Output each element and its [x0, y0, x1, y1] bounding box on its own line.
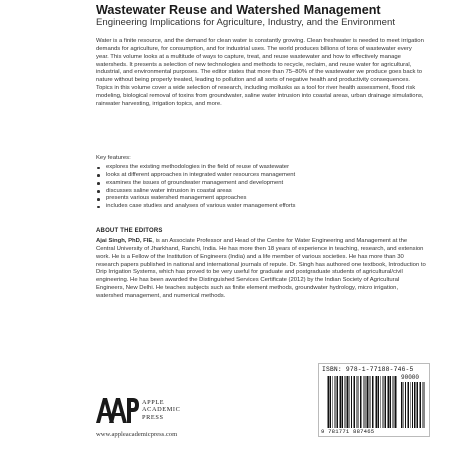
barcode-bar [412, 382, 413, 428]
barcode-bar [363, 376, 364, 428]
barcode-bar [349, 376, 350, 428]
about-editors-heading: ABOUT THE EDITORS [96, 228, 163, 234]
barcode-bar [381, 376, 382, 428]
editor-bio [96, 238, 426, 301]
barcode-bar [375, 376, 376, 428]
barcode-bar [376, 376, 377, 428]
barcode-bar [330, 376, 332, 428]
isbn-barcode [318, 363, 430, 437]
barcode-bar [333, 376, 334, 428]
barcode-bar [351, 376, 352, 428]
key-features-heading: Key features: [96, 155, 131, 161]
barcode-bar [417, 382, 418, 428]
price-code: 90000 [401, 374, 420, 381]
barcode-bar [405, 382, 406, 428]
barcode-bar [354, 376, 356, 428]
barcode-addon-bars-icon [401, 382, 425, 428]
book-title: Wastewater Reuse and Watershed Management [96, 3, 381, 17]
barcode-digits: 9 781771 887465 [321, 428, 375, 435]
barcode-bar [370, 376, 371, 428]
publisher-url: www.appleacademicpress.com [96, 431, 178, 438]
list-item: looks at different approaches in integrated water resources management [96, 172, 426, 180]
publisher-name-line: APPLE [142, 399, 165, 406]
barcode-bar [365, 376, 366, 428]
barcode-bar [335, 376, 336, 428]
barcode-bar [414, 382, 416, 428]
barcode-bar [392, 376, 393, 428]
barcode-bar [369, 376, 370, 428]
list-item: examines the issues of groundwater management and development [96, 180, 426, 188]
barcode-bar [424, 382, 425, 428]
list-item: discusses saline water intrusion in coastal areas [96, 188, 426, 196]
barcode-bar [394, 376, 395, 428]
aap-logo-icon [96, 396, 140, 424]
barcode-bar [404, 382, 405, 428]
barcode-bar [385, 376, 387, 428]
book-subtitle: Engineering Implications for Agriculture, Industry, and the Environment [96, 17, 395, 28]
barcode-bar [383, 376, 384, 428]
publisher-name-line: PRESS [142, 413, 164, 421]
barcode-bar [339, 376, 340, 428]
isbn-label: ISBN: 978-1-77188-746-5 [322, 366, 414, 373]
barcode-bar [378, 376, 380, 428]
editor-bio-text: , is an Associate Professor and Head of the Centre for Water Engineering and Management at the Central University of Jharkhand, Ranchi, India. He has more then 18 years of experience in teaching, research, and extension work. He is a Fellow of the Institution of Engineers (India) and a life member of various societies. He has more than 30 research papers published in national and international journals of repute. Dr. Singh has authored one textbook, Introduction to Drip Irrigation Systems, which has proved to be very useful for graduate and postgraduate students of agricultural/civil engineering. He has been awarded the Distinguished Services Certificate (2012) by the Indian Society of Agricultural Engineers, New Delhi. He teaches subjects such as finite element methods, groundwater hydrology, micro irrigation, watershed management, and numerical methods. [96, 238, 426, 299]
barcode-bar [346, 376, 347, 428]
barcode-bar [342, 376, 344, 428]
barcode-bar [408, 382, 410, 428]
barcode-bar [347, 376, 349, 428]
barcode-bar [360, 376, 362, 428]
book-description: Water is a finite resource, and the demand for clean water is constantly growing. Clean freshwater is needed to meet irrigation demands for agriculture, for consumption, and for industrial uses. The world produces billions of tons of wastewater every year. This volume looks at a multitude of ways to capture, treat, and reuse wastewater and how to effectively manage watersheds. It presents a selection of new technologies and methods to recycle, reclaim, and reuse water for agricultural, industrial, and environmental purposes. The editor states that more than 75–80% of the wastewater we produce goes back to nature without being properly treated, leading to pollution and all sorts of negative health and productivity consequences. Topics in this volume cover a wide selection of research, including mollusks as a tool for river health assessment, flood risk modeling, biological removal of toxins from groundwater, saline water intrusion into coastal areas, urban drainage simulations, rainwater harvesting, irrigation topics, and more. [96, 38, 424, 107]
list-item: presents various watershed management approaches [96, 195, 426, 203]
barcode-bar [416, 382, 417, 428]
barcode-bar [356, 376, 357, 428]
publisher-name [142, 399, 212, 421]
key-features-list [96, 164, 426, 211]
publisher-logo [96, 396, 206, 424]
list-item: explores the existing methodologies in the field of reuse of wastewater [96, 164, 426, 172]
barcode-bar [390, 376, 392, 428]
barcode-bar [388, 376, 389, 428]
barcode-bar [328, 376, 329, 428]
barcode-bar [423, 382, 424, 428]
barcode-bar [337, 376, 339, 428]
barcode-bar [327, 376, 328, 428]
barcode-bar [358, 376, 359, 428]
barcode-bar [387, 376, 388, 428]
barcode-bars-icon [327, 376, 397, 428]
barcode-bar [401, 382, 403, 428]
list-item: includes case studies and analyses of various water management efforts [96, 203, 426, 211]
barcode-bar [340, 376, 341, 428]
editor-name: Ajai Singh, PhD, FIE [96, 238, 153, 244]
barcode-bar [420, 382, 422, 428]
barcode-bar [344, 376, 345, 428]
publisher-name-line: ACADEMIC [142, 406, 181, 414]
barcode-bar [372, 376, 374, 428]
barcode-bar [411, 382, 412, 428]
barcode-bar [367, 376, 369, 428]
barcode-bar [395, 376, 397, 428]
